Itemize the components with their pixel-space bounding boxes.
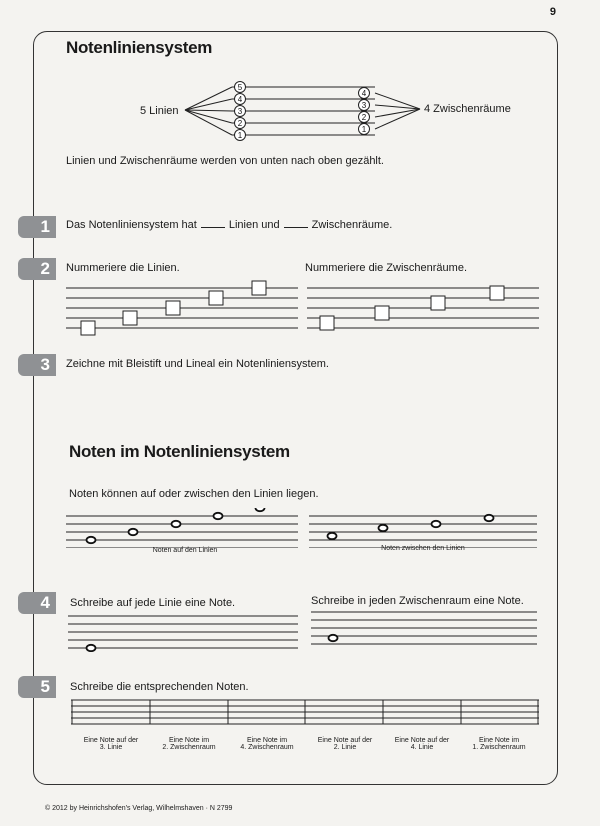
whole-note bbox=[256, 508, 265, 511]
space-number-3: 3 bbox=[361, 101, 367, 110]
notes-between-lines-staff bbox=[309, 508, 537, 548]
notes-info: Noten können auf oder zwischen den Linien liegen. bbox=[69, 488, 319, 500]
task4-right-text: Schreibe in jeden Zwischenraum eine Note. bbox=[311, 595, 524, 607]
notes-on-lines-staff bbox=[66, 508, 298, 548]
task4-left-text: Schreibe auf jede Linie eine Note. bbox=[70, 597, 236, 609]
answer-box bbox=[81, 321, 95, 335]
task5-label-2 bbox=[150, 737, 228, 751]
whole-note bbox=[432, 521, 441, 527]
task5-label-3 bbox=[228, 737, 306, 751]
task5-label-1 bbox=[72, 737, 150, 751]
answer-box bbox=[252, 281, 266, 295]
space-number-4: 4 bbox=[361, 89, 367, 98]
answer-box bbox=[375, 306, 389, 320]
label-line: 3. Linie bbox=[99, 744, 123, 751]
whole-note bbox=[379, 525, 388, 531]
answer-box bbox=[431, 296, 445, 310]
label-line: Eine Note auf der bbox=[317, 737, 373, 744]
staff-diagram bbox=[180, 78, 425, 143]
whole-note bbox=[485, 515, 494, 521]
line-number-3: 3 bbox=[237, 107, 243, 116]
task1-text-c: Zwischenräume. bbox=[311, 219, 393, 231]
space-number-2: 2 bbox=[361, 113, 367, 122]
task2-left-text: Nummeriere die Linien. bbox=[66, 262, 180, 274]
lines-label: 5 Linien bbox=[140, 105, 179, 117]
task-badge-1: 1 bbox=[18, 216, 56, 238]
task1-text-b: Linien und bbox=[228, 219, 280, 231]
counting-info: Linien und Zwischenräume werden von unten nach oben gezählt. bbox=[66, 155, 384, 167]
task5-label-6 bbox=[460, 737, 538, 751]
line-number-2: 2 bbox=[237, 119, 243, 128]
task3-text: Zeichne mit Bleistift und Lineal ein Notenliniensystem. bbox=[66, 358, 329, 370]
copyright-footer: © 2012 by Heinrichshofen's Verlag, Wilhelmshaven · N 2799 bbox=[45, 805, 233, 812]
whole-note bbox=[129, 529, 138, 535]
task-badge-2: 2 bbox=[18, 258, 56, 280]
task-badge-5: 5 bbox=[18, 676, 56, 698]
task-badge-4: 4 bbox=[18, 592, 56, 614]
whole-note bbox=[329, 635, 338, 641]
line-number-5: 5 bbox=[237, 83, 243, 92]
label-line: Eine Note auf der bbox=[83, 737, 139, 744]
label-line: Eine Note im bbox=[168, 737, 210, 744]
task2-spaces-staff[interactable] bbox=[307, 280, 539, 336]
label-line: 1. Zwischenraum bbox=[472, 744, 526, 751]
task5-text: Schreibe die entsprechenden Noten. bbox=[70, 681, 249, 693]
label-line: 4. Linie bbox=[410, 744, 434, 751]
whole-note bbox=[328, 533, 337, 539]
whole-note bbox=[214, 513, 223, 519]
page-number: 9 bbox=[549, 6, 556, 18]
spaces-count-blank[interactable] bbox=[284, 227, 308, 228]
label-line: 2. Linie bbox=[333, 744, 357, 751]
spaces-label: 4 Zwischenräume bbox=[424, 103, 511, 115]
answer-box bbox=[166, 301, 180, 315]
section-title-notenliniensystem: Notenliniensystem bbox=[66, 38, 213, 57]
task-badge-3: 3 bbox=[18, 354, 56, 376]
lines-count-blank[interactable] bbox=[201, 227, 225, 228]
line-number-1: 1 bbox=[237, 131, 243, 140]
task1-sentence bbox=[66, 219, 392, 231]
label-line: Eine Note auf der bbox=[394, 737, 450, 744]
task5-staff[interactable] bbox=[71, 696, 539, 730]
space-number-1: 1 bbox=[361, 125, 367, 134]
answer-box bbox=[209, 291, 223, 305]
section-title-noten: Noten im Notenliniensystem bbox=[69, 442, 290, 461]
whole-note bbox=[87, 537, 96, 543]
task2-right-text: Nummeriere die Zwischenräume. bbox=[305, 262, 467, 274]
answer-box bbox=[320, 316, 334, 330]
answer-box bbox=[123, 311, 137, 325]
task5-label-4 bbox=[306, 737, 384, 751]
whole-note bbox=[172, 521, 181, 527]
content-frame bbox=[33, 31, 558, 785]
caption-notes-between-lines: Noten zwischen den Linien bbox=[381, 545, 465, 552]
caption-notes-on-lines: Noten auf den Linien bbox=[152, 547, 218, 554]
task5-label-5 bbox=[383, 737, 461, 751]
task2-lines-staff[interactable] bbox=[66, 280, 298, 336]
label-line: 2. Zwischenraum bbox=[162, 744, 216, 751]
task4-spaces-staff[interactable] bbox=[311, 608, 537, 648]
label-line: Eine Note im bbox=[478, 737, 520, 744]
task4-lines-staff[interactable] bbox=[68, 612, 298, 652]
answer-box bbox=[490, 286, 504, 300]
line-number-4: 4 bbox=[237, 95, 243, 104]
label-line: Eine Note im bbox=[246, 737, 288, 744]
whole-note bbox=[87, 645, 96, 651]
task1-text-a: Das Notenliniensystem hat bbox=[66, 219, 197, 231]
label-line: 4. Zwischenraum bbox=[240, 744, 294, 751]
